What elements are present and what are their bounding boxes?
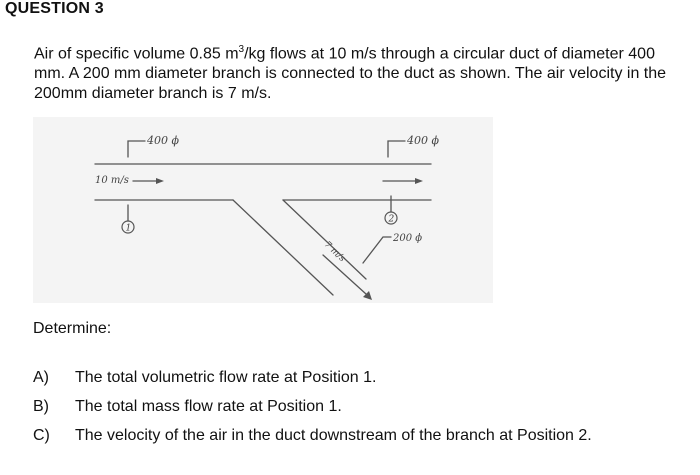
question-text: The total mass flow rate at Position 1. (75, 398, 342, 415)
outlet-diameter-label: 400 ϕ (407, 134, 439, 147)
branch-diameter-label: 200 ϕ (393, 233, 423, 244)
question-letter: A) (33, 369, 49, 386)
statement-superscript: 3 (238, 44, 245, 55)
branch-wall-right (283, 200, 366, 279)
outlet-arrowhead (415, 178, 423, 184)
problem-statement (34, 40, 684, 104)
inlet-velocity-label: 10 m/s (95, 175, 129, 186)
position-2-label: 2 (388, 214, 395, 225)
question-text: The velocity of the air in the duct downstream of the branch at Position 2. (75, 427, 592, 444)
question-item-a (33, 369, 376, 387)
duct-sketch (33, 117, 493, 303)
dia-leader-branch (363, 237, 391, 263)
position-1-label: 1 (125, 223, 132, 234)
inlet-arrowhead (156, 178, 164, 184)
inlet-diameter-label: 400 ϕ (147, 134, 179, 147)
branch-wall-left (233, 200, 333, 295)
question-letter: C) (33, 427, 50, 444)
dia-leader-right (388, 141, 405, 157)
question-item-c (33, 427, 592, 445)
determine-label: Determine: (33, 320, 112, 337)
question-text: The total volumetric flow rate at Position 1. (75, 369, 377, 386)
branch-velocity-label: 7 m/s (321, 239, 347, 265)
branch-flow-arrow (323, 255, 366, 294)
statement-part-1: Air of specific volume 0.85 m (34, 45, 239, 63)
question-heading: QUESTION 3 (5, 0, 104, 17)
statement-part-2: /kg flows at 10 m/s through a circular duct of diameter 400 mm. A 200 mm diameter branch is connected to the duct as shown. The air velocity in the 200mm diameter branch is 7 m/s. (34, 45, 667, 103)
dia-leader-left (128, 141, 145, 157)
question-item-b (33, 398, 342, 416)
duct-branch-diagram (33, 117, 493, 303)
question-letter: B) (33, 398, 49, 415)
